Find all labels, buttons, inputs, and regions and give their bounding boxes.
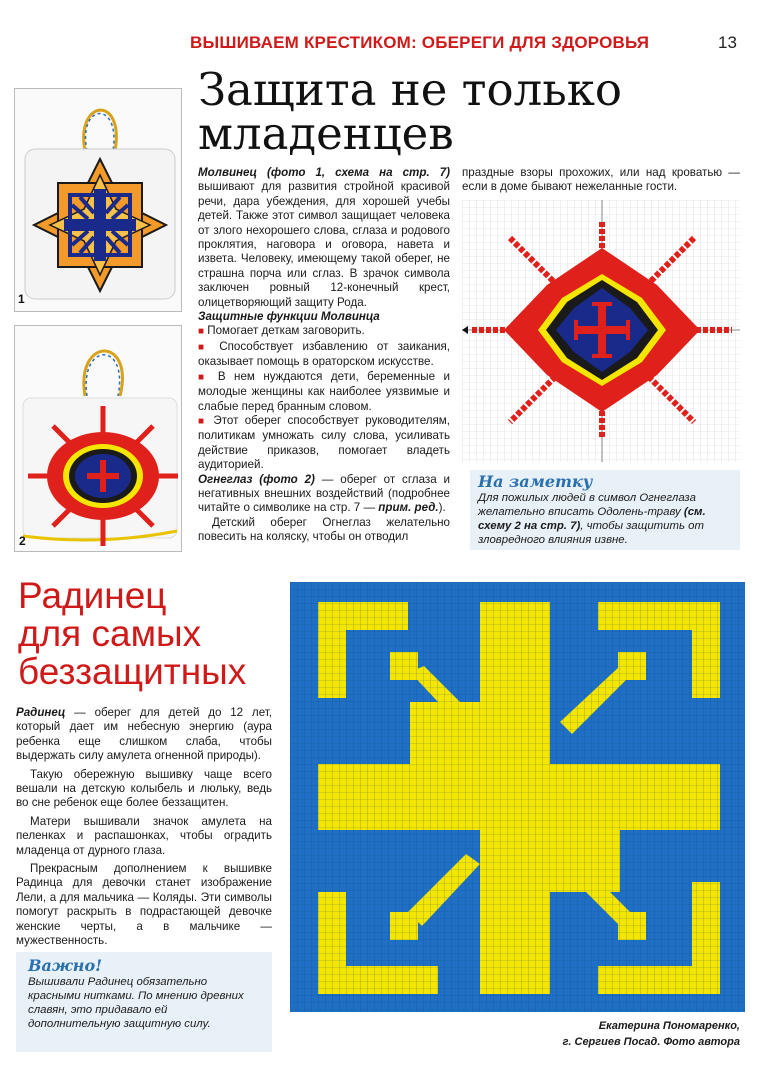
radinets-scheme-image <box>290 582 745 1012</box>
functions-title: Защитные функции Молвинца <box>198 310 380 324</box>
section-header: ВЫШИВАЕМ КРЕСТИКОМ: ОБЕРЕГИ ДЛЯ ЗДОРОВЬЯ <box>190 33 650 52</box>
page-number: 13 <box>718 33 737 52</box>
bullet-square-icon: ■ <box>198 341 211 353</box>
molvinets-text: вышивают для развития стройной красивой речи, дара убеждения, для хорошей учебы детей. Также этот символ защищает человека от злого нехорошего слова, сглаза и родового проклятия, наговора и оговора, навета и изветa. Человеку, имеющему такой оберег, не страшна порча или сглаз. В зрачок символа заключен ровный 12-конечный крест, олицетворяющий защиту Рода. <box>198 180 450 309</box>
ogneglaz-pillow-image <box>15 326 181 551</box>
article2-title-line2: для самых <box>18 613 202 654</box>
photo1-label: 1 <box>18 292 25 306</box>
article2-title-line1: Радинец <box>18 575 167 616</box>
molvinets-pillow-image <box>15 89 181 311</box>
bullet-item: ■ Помогает деткам заговорить. <box>198 324 365 338</box>
molvinets-paragraph <box>198 166 450 310</box>
bullet-item: ■ В нем нуждаются дети, беременные и молодые женщины как наиболее уязвимые и слабые перед бранным словом. <box>198 369 450 413</box>
radinets-paragraph-4: Прекрасным дополнением к вышивке Радинца для девочки станет изображение Лели, а для мальчика — Коляды. Эти символы помогут раскрыть в подрастающей девочке женские черты, а в мальчике — мужественность. <box>16 862 272 948</box>
article-title-line2: младенцев <box>198 107 454 160</box>
article1-column1 <box>198 166 450 545</box>
bullet-item: ■ Этот оберег способствует руководителям, политикам умножать силу слова, усиливать действие приказов, помогает владеть аудиторией. <box>198 413 450 472</box>
ogneglaz-lead: Огнеглаз (фото 2) <box>198 472 315 486</box>
bullet-square-icon: ■ <box>198 326 205 338</box>
bullet-square-icon: ■ <box>198 371 210 383</box>
important-text: Вышивали Радинец обязательно красными нитками. По мнению древних славян, это придавало ей дополнительную защитную силу. <box>28 976 244 1030</box>
author-credit <box>440 1018 740 1050</box>
photo-molvinets <box>14 88 182 312</box>
author-location: г. Сергиев Посад. Фото автора <box>562 1036 740 1048</box>
radinets-scheme <box>290 582 745 1012</box>
ogneglaz-paragraph: Огнеглаз (фото 2) — оберег от сглаза и негативных внешних воздействий (подробнее читайте о символике на стр. 7 — прим. ред.). <box>198 472 451 515</box>
article2-body <box>16 706 272 949</box>
photo2-label: 2 <box>19 534 26 548</box>
ogneglaz-scheme-image <box>462 200 740 462</box>
article-title <box>198 63 718 160</box>
bullet-item: ■ Способствует избавлению от заикания, оказывает помощь в ораторском искусстве. <box>198 339 450 369</box>
important-title: Важно! <box>28 956 103 975</box>
radinets-paragraph: Радинец — оберег для детей до 12 лет, который дает им небесную энергию (аура ребенка еще слишком слаба, чтобы выдержать силу амулета огненной природы). <box>16 706 272 763</box>
ogneglaz-advice: Детский оберег Огнеглаз желательно повесить на коляску, чтобы он отводил <box>198 515 450 544</box>
article-title-line1: Защита не только <box>198 63 622 116</box>
author-name: Екатерина Пономаренко, <box>598 1020 740 1032</box>
note-text: Для пожилых людей в символ Огнеглаза желательно вписать Одолень-траву (см. схему 2 на стр. 7), чтобы защитить от зловредного влияния извне. <box>478 492 706 546</box>
radinets-paragraph-3: Матери вышивали значок амулета на пеленках и распашонках, чтобы оградить младенца от дурного глаза. <box>16 814 272 857</box>
article2-title-line3: беззащитных <box>18 651 247 692</box>
radinets-paragraph-2: Такую обережную вышивку чаще всего вешали на детскую колыбель и люльку, ведь во сне ребенок еще более беззащитен. <box>16 767 272 810</box>
note-title: На заметку <box>478 472 593 491</box>
note-box <box>470 470 740 550</box>
ogneglaz-scheme <box>462 200 740 462</box>
molvinets-lead: Молвинец (фото 1, схема на стр. 7) <box>198 166 450 179</box>
bullet-square-icon: ■ <box>198 415 208 427</box>
article1-column2-text: праздные взоры прохожих, или над кроватью — если в доме бывают нежеланные гости. <box>462 166 740 194</box>
important-box <box>16 952 272 1052</box>
photo-ogneglaz <box>14 325 182 552</box>
article2-title <box>18 577 288 691</box>
